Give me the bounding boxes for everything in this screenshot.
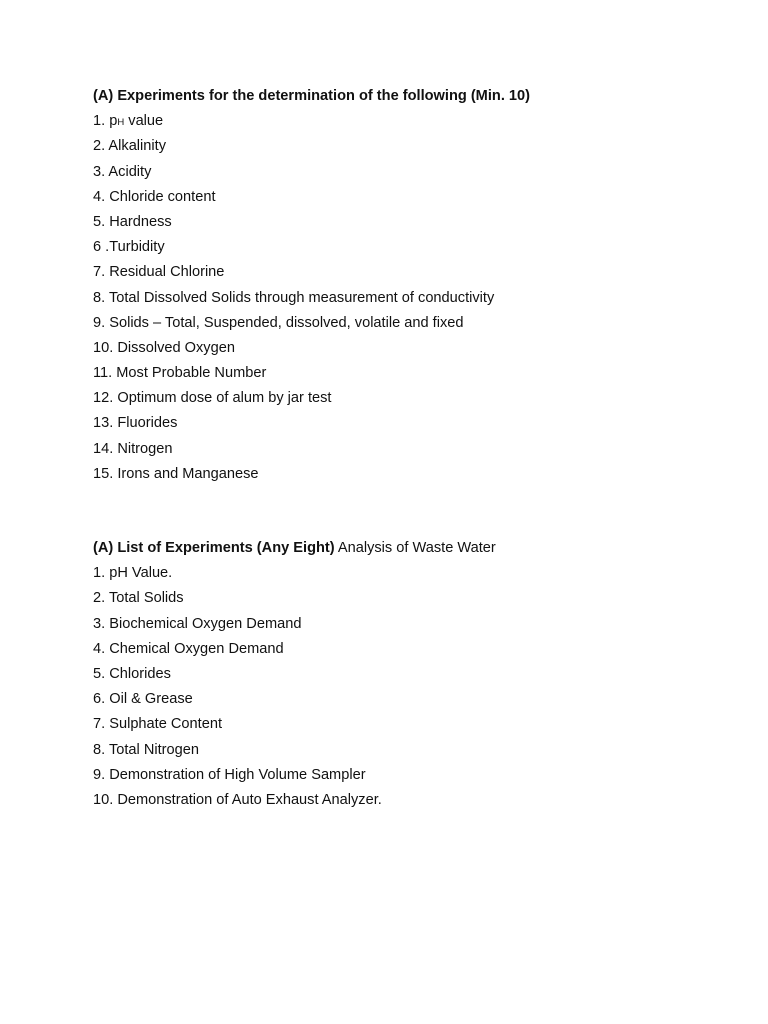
list-item: 8. Total Nitrogen [93,741,200,758]
list-item: 10. Demonstration of Auto Exhaust Analyzer. [93,791,382,808]
list-item: 14. Nitrogen [93,440,173,457]
list-item: 2. Alkalinity [93,138,167,155]
list-item: 2. Total Solids [93,590,184,607]
list-item: 11. Most Probable Number [93,365,267,382]
section-heading: (A) Experiments for the determination of the following (Min. 10) [93,88,531,104]
list-item-text: 1. p [93,113,118,130]
ph-subscript: H [117,117,125,129]
section-heading-bold: (A) List of Experiments (Any Eight) [93,540,335,556]
list-item: 5. Hardness [93,213,172,230]
waste-water-experiments-section [93,538,733,815]
list-item: 4. Chemical Oxygen Demand [93,640,284,657]
list-item: 7. Residual Chlorine [93,264,225,281]
list-item: 4. Chloride content [93,188,216,205]
list-item: 12. Optimum dose of alum by jar test [93,390,332,407]
list-item: 13. Fluorides [93,415,178,432]
section-heading [93,538,733,563]
list-item: 9. Demonstration of High Volume Sampler [93,766,366,783]
section-heading-normal: Analysis of Waste Water [334,540,496,556]
list-item [93,111,733,136]
list-item: 5. Chlorides [93,665,171,682]
experiments-determination-section [93,86,733,489]
list-item: 1. pH Value. [93,565,173,582]
list-item: 3. Acidity [93,163,152,180]
list-item: 10. Dissolved Oxygen [93,339,235,356]
list-item-text: value [124,113,164,130]
list-item: 6 .Turbidity [93,239,165,256]
list-item: 15. Irons and Manganese [93,465,259,482]
list-item: 7. Sulphate Content [93,716,223,733]
list-item: 3. Biochemical Oxygen Demand [93,615,302,632]
list-item: 9. Solids – Total, Suspended, dissolved, volatile and fixed [93,314,464,331]
list-item: 6. Oil & Grease [93,691,193,708]
list-item: 8. Total Dissolved Solids through measurement of conductivity [93,289,495,306]
